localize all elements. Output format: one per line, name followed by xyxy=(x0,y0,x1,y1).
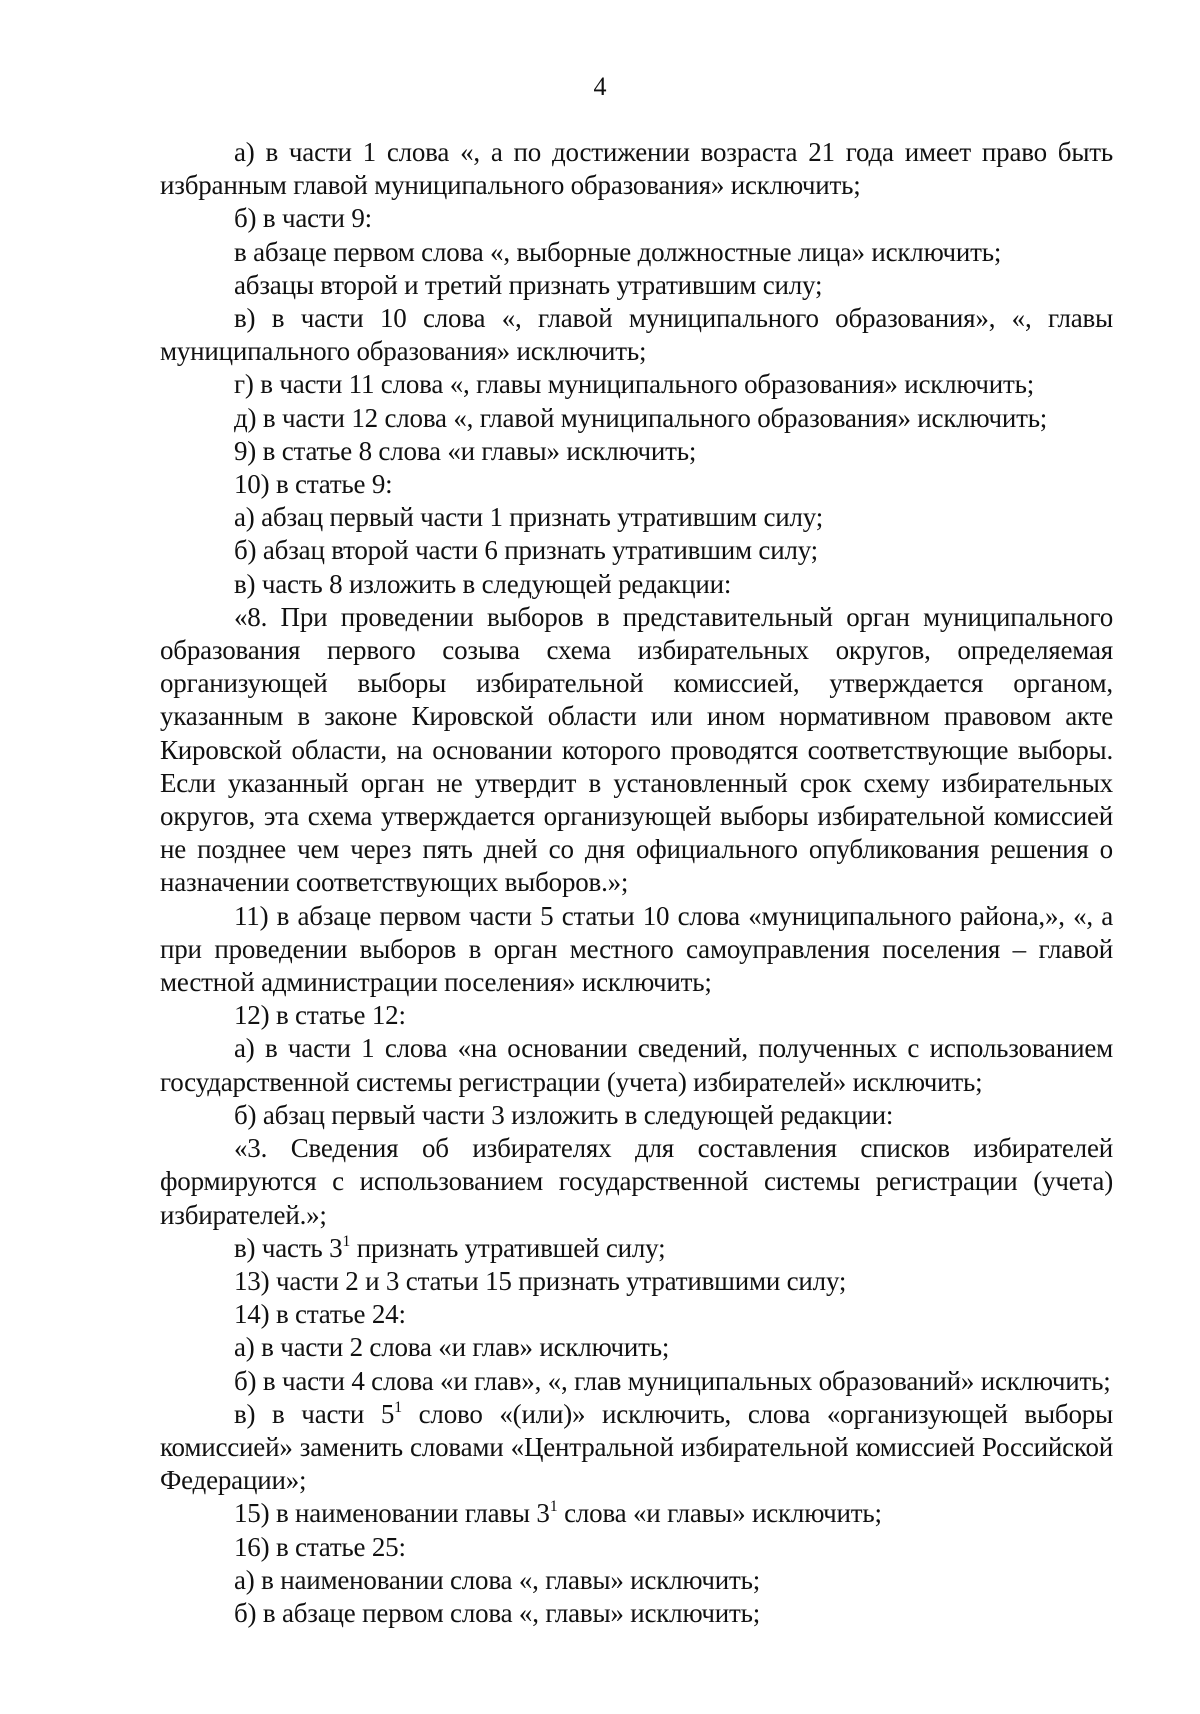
page-number: 4 xyxy=(593,72,607,101)
paragraph: б) абзац второй части 6 признать утратившим силу; xyxy=(234,535,818,566)
paragraph: 14) в статье 24: xyxy=(234,1299,406,1330)
superscript: 1 xyxy=(549,1498,558,1516)
paragraph: 11) в абзаце первом части 5 статьи 10 слова «муниципального района,», «, а при проведении выборов в орган местного самоуправления поселения – главой местной администрации поселения» исключить; xyxy=(160,900,1113,998)
paragraph: абзацы второй и третий признать утратившим силу; xyxy=(234,269,823,300)
paragraph: б) в части 4 слова «и глав», «, глав муниципальных образований» исключить; xyxy=(234,1365,1111,1396)
paragraph: б) в абзаце первом слова «, главы» исключить; xyxy=(234,1597,761,1628)
paragraph: а) в части 1 слова «, а по достижении возраста 21 года имеет право быть избранным главой муниципального образования» исключить; xyxy=(160,137,1113,201)
paragraph: а) абзац первый части 1 признать утратившим силу; xyxy=(234,502,824,533)
paragraph: «3. Сведения об избирателях для составления списков избирателей формируются с использованием государственной системы регистрации (учета) избирателей.»; xyxy=(160,1133,1113,1230)
paragraph: 13) части 2 и 3 статьи 15 признать утратившими силу; xyxy=(234,1265,847,1296)
paragraph: а) в части 2 слова «и глав» исключить; xyxy=(234,1332,670,1363)
paragraph: б) в части 9: xyxy=(234,203,372,234)
paragraph: в) в части 10 слова «, главой муниципального образования», «, главы муниципального образования» исключить; xyxy=(160,303,1113,367)
paragraph: «8. При проведении выборов в представительный орган муниципального образования первого созыва схема избирательных округов, определяемая организующей выборы избирательной комиссией, утверждается органом, указанным в законе Кировской области или ином нормативном правовом акте Кировской области, на основании которого проводятся соответствующие выборы. Если указанный орган не утвердит в установленный срок схему избирательных округов, эта схема утверждается организующей выборы избирательной комиссией не позднее чем через пять дней со дня официального опубликования решения о назначении соответствующих выборов.»; xyxy=(160,601,1113,898)
paragraph-text: признать утратившей силу; xyxy=(350,1232,666,1263)
paragraph: а) в части 1 слова «на основании сведений, полученных с использованием государственной системы регистрации (учета) избирателей» исключить; xyxy=(160,1033,1113,1097)
superscript: 1 xyxy=(394,1398,402,1416)
paragraph: б) абзац первый части 3 изложить в следующей редакции: xyxy=(234,1099,894,1130)
paragraph xyxy=(160,1497,1113,1530)
paragraph: 10) в статье 9: xyxy=(234,469,393,500)
paragraph: в) часть 8 изложить в следующей редакции: xyxy=(234,568,732,599)
paragraph: 9) в статье 8 слова «и главы» исключить; xyxy=(234,435,697,466)
superscript: 1 xyxy=(342,1232,351,1250)
paragraph: а) в наименовании слова «, главы» исключить; xyxy=(234,1564,760,1595)
paragraph: 12) в статье 12: xyxy=(234,1000,406,1031)
document-body xyxy=(160,136,1113,1630)
paragraph: 16) в статье 25: xyxy=(234,1531,406,1562)
paragraph-text: слова «и главы» исключить; xyxy=(557,1498,882,1529)
paragraph-text: слово «(или)» исключить, слова «организующей выборы комиссией» заменить словами «Центральной избирательной комиссией Российской Федерации»; xyxy=(160,1398,1113,1496)
paragraph: в абзаце первом слова «, выборные должностные лица» исключить; xyxy=(234,236,1002,267)
paragraph-text: 15) в наименовании главы 3 xyxy=(234,1498,550,1529)
paragraph xyxy=(160,1398,1113,1498)
paragraph: д) в части 12 слова «, главой муниципального образования» исключить; xyxy=(234,402,1048,433)
paragraph: г) в части 11 слова «, главы муниципального образования» исключить; xyxy=(234,369,1035,400)
paragraph-text: в) часть 3 xyxy=(234,1232,343,1263)
paragraph xyxy=(160,1232,1113,1265)
paragraph-text: в) в части 5 xyxy=(234,1398,395,1429)
